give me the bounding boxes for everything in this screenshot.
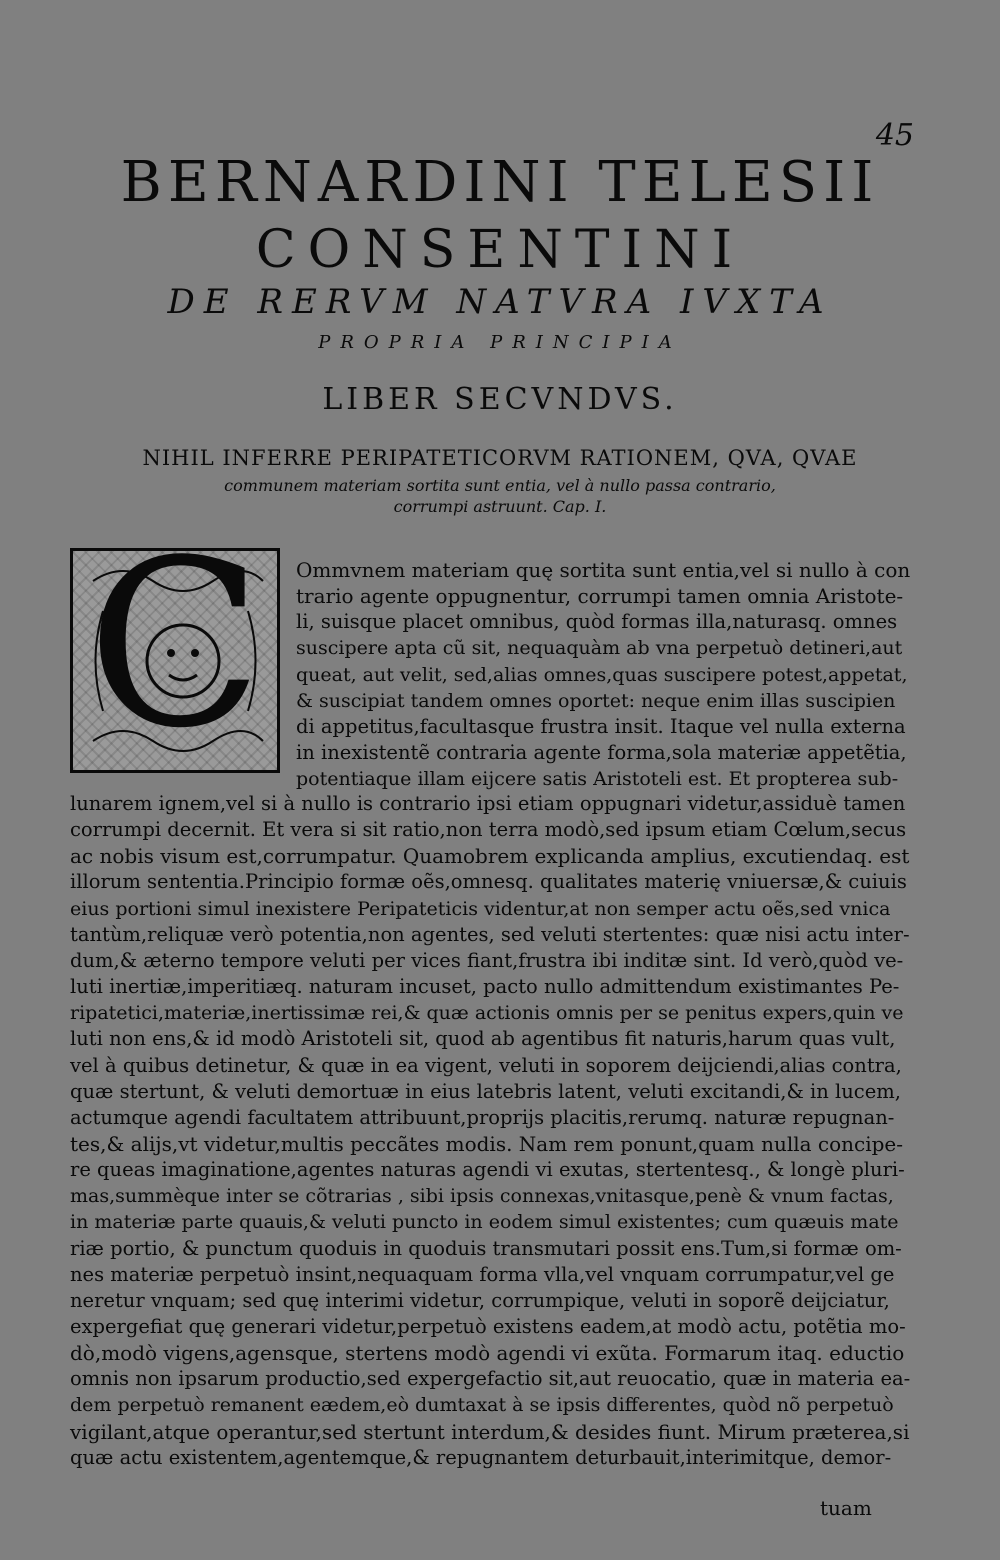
text-line: illorum sententia.Principio formæ oẽs,omnesq. qualitates materię vniuersæ,& cuiuis [70, 870, 907, 894]
initial-letter: C [87, 548, 263, 773]
text-line: expergefiat quę generari videtur,perpetuò existens eadem,at modò actu, potẽtia mo- [70, 1315, 906, 1338]
text-line: Ommvnem materiam quę sortita sunt entia,vel si nullo à con [296, 558, 911, 582]
text-line: neretur vnquam; sed quę interimi videtur, corrumpique, veluti in soporẽ deijciatur, [70, 1288, 890, 1312]
text-line: in inexistentẽ contraria agente forma,sola materiæ appetẽtia, [296, 741, 907, 765]
text-line: ripatetici,materiæ,inertissimæ rei,& quæ actionis omnis per se penitus expers,quin ve [70, 1002, 904, 1025]
text-line: nes materiæ perpetuò insint,nequaquam forma vlla,vel vnquam corrumpatur,vel ge [70, 1262, 895, 1286]
title-line-1: BERNARDINI TELESII [120, 150, 880, 215]
chapter-subtitle-1: communem materiam sortita sunt entia, vel à nullo passa contrario, [224, 476, 776, 495]
book-title: LIBER SECVNDVS. [322, 382, 678, 417]
text-line: suscipere apta cũ sit, nequaquàm ab vna perpetuò detineri,aut [296, 637, 903, 660]
text-line: tes,& alijs,vt videtur,multis peccãtes modis. Nam rem ponunt,quam nulla concipe- [70, 1131, 904, 1156]
text-line: luti non ens,& id modò Aristoteli sit, quod ab agentibus fit naturis,harum quas vult, [70, 1027, 896, 1051]
text-line: lunarem ignem,vel si à nullo is contrario ipsi etiam oppugnari videtur,assiduè tamen [70, 792, 906, 815]
text-line: riæ portio, & punctum quoduis in quoduis transmutari possit ens.Tum,si formæ om- [70, 1236, 902, 1260]
text-line: potentiaque illam eijcere satis Aristoteli est. Et propterea sub- [296, 768, 899, 791]
text-line: in materiæ parte quauis,& veluti puncto in eodem simul existentes; cum quæuis mate [70, 1211, 899, 1234]
text-line: li, suisque placet omnibus, quòd formas illa,naturasq. omnes [296, 610, 898, 634]
text-line: luti inertiæ,imperitiæq. naturam incuset, pacto nullo admittendum existimantes Pe- [70, 975, 900, 999]
text-line: quæ actu existentem,agentemque,& repugnantem deturbauit,interimitque, demor- [70, 1445, 892, 1469]
title-line-4: PROPRIA PRINCIPIA [318, 332, 682, 353]
text-line: actumque agendi facultatem attribuunt,proprijs placitis,rerumq. naturæ repugnan- [70, 1105, 895, 1129]
text-line: dò,modò vigens,agensque, stertens modò agendi vi exũta. Formarum itaq. eductio [70, 1341, 905, 1366]
text-line: dum,& æterno tempore veluti per vices fiant,frustra ibi inditæ sint. Id verò,quòd ve- [70, 948, 904, 972]
text-line: eius portioni simul inexistere Peripateticis videntur,at non semper actu oẽs,sed vnica [70, 897, 891, 920]
chapter-subtitle-2: corrumpi astruunt. Cap. I. [393, 497, 607, 516]
text-line: re queas imaginatione,agentes naturas agendi vi exutas, stertentesq., & longè pluri- [70, 1158, 905, 1182]
catchword: tuam [820, 1496, 872, 1520]
text-line: mas,summèque inter se cõtrarias , sibi ipsis connexas,vnitasque,penè & vnum factas, [70, 1185, 894, 1208]
text-line: ac nobis visum est,corrumpatur. Quamobrem explicanda amplius, excutiendaq. est [70, 844, 910, 869]
folio-number: 45 [875, 118, 914, 153]
text-line: queat, aut velit, sed,alias omnes,quas suscipere potest,appetat, [296, 663, 908, 686]
text-line: corrumpi decernit. Et vera si sit ratio,non terra modò,sed ipsum etiam Cœlum,secus [70, 818, 907, 842]
text-line: di appetitus,facultasque frustra insit. Itaque vel nulla externa [296, 714, 906, 738]
text-line: trario agente oppugnentur, corrumpi tamen omnia Aristote- [296, 584, 904, 609]
text-line: vigilant,atque operantur,sed stertunt interdum,& desides fiunt. Mirum præterea,si [70, 1419, 910, 1444]
title-line-3: DE RERVM NATVRA IVXTA [167, 282, 833, 322]
text-line: tantùm,reliquæ verò potentia,non agentes, sed veluti stertentes: quæ nisi actu inter- [70, 922, 910, 946]
text-line: omnis non ipsarum productio,sed expergefactio sit,aut reuocatio, quæ in materia ea- [70, 1367, 911, 1391]
decorated-initial [70, 548, 280, 773]
text-line: vel à quibus detinetur, & quæ in ea vigent, veluti in soporem deijciendi,alias contra, [70, 1053, 902, 1077]
title-line-2: CONSENTINI [255, 220, 745, 280]
text-line: quæ stertunt, & veluti demortuæ in eius latebris latent, veluti excitandi,& in lucem, [70, 1079, 901, 1103]
chapter-heading: NIHIL INFERRE PERIPATETICORVM RATIONEM, QVA, QVAE [142, 446, 858, 470]
text-line: dem perpetuò remanent eædem,eò dumtaxat à se ipsis differentes, quòd nõ perpetuò [70, 1394, 894, 1417]
text-line: & suscipiat tandem omnes oportet: neque enim illas suscipien [296, 689, 896, 712]
